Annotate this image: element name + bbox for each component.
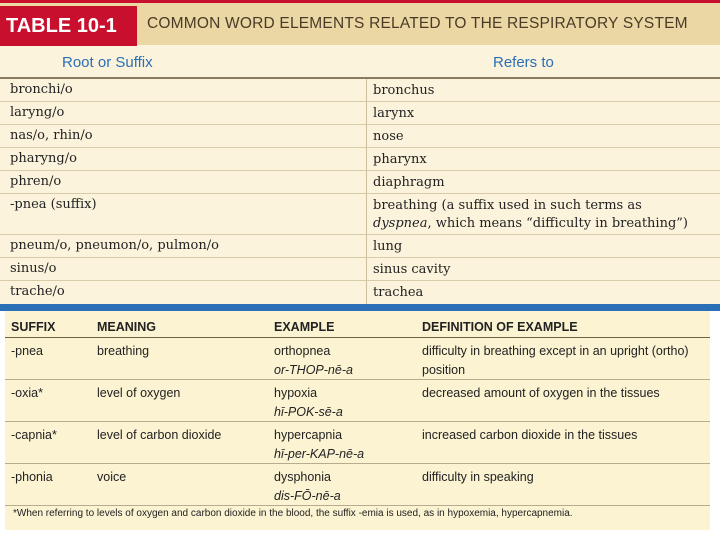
table-row [0,281,720,303]
example-term: hypercapnia [274,428,343,442]
refers-to-cell [373,197,703,233]
column-header-meaning: MEANING [97,320,157,334]
root-cell: phren/o [10,174,62,189]
pronunciation: or-THOP-nē-a [274,363,353,377]
root-cell: pneum/o, pneumon/o, pulmon/o [10,238,219,253]
pronunciation: dis-FŌ-nē-a [274,489,341,503]
table-row [5,464,710,506]
root-cell: bronchi/o [10,82,73,97]
example-cell [274,384,343,422]
refers-to-cell: pharynx [373,152,427,167]
root-cell: trache/o [10,284,65,299]
meaning-cell: breathing [97,344,150,358]
refers-to-cell: nose [373,129,404,144]
refers-to-cell: larynx [373,106,415,121]
refers-to-text: , which means “difficulty in breathing”) [427,216,688,231]
suffix-cell: -capnia* [11,428,57,442]
refers-to-cell: bronchus [373,83,435,98]
pronunciation: hī-per-KAP-nē-a [274,447,365,461]
table-row [5,338,710,380]
suffix-cell: -oxia* [11,386,43,400]
root-cell: pharyng/o [10,151,77,166]
table-row [0,79,720,102]
table-number-badge: TABLE 10-1 [0,6,137,46]
table-row [0,235,720,258]
refers-to-cell: trachea [373,285,424,300]
table-row [0,148,720,171]
refers-to-cell: lung [373,239,403,254]
table-row [5,380,710,422]
table-row [0,194,720,235]
suffix-cell: -phonia [11,470,53,484]
table-row [0,258,720,281]
root-cell: sinus/o [10,261,57,276]
refers-to-cell: sinus cavity [373,262,451,277]
table-bottom-strip [0,304,720,311]
root-cell: nas/o, rhin/o [10,128,93,143]
table-footnote: *When referring to levels of oxygen and carbon dioxide in the blood, the suffix -emia is used, as in hypoxemia, hypercapnemia. [13,508,573,519]
table-row [0,102,720,125]
example-cell [274,342,353,380]
root-cell: -pnea (suffix) [10,197,97,212]
meaning-cell: level of oxygen [97,386,181,400]
meaning-cell: voice [97,470,127,484]
example-term: hypoxia [274,386,318,400]
example-cell [274,468,341,506]
table-row [5,422,710,464]
example-cell [274,426,364,464]
meaning-cell: level of carbon dioxide [97,428,222,442]
column-header-suffix: SUFFIX [11,320,56,334]
table-title: COMMON WORD ELEMENTS RELATED TO THE RESPIRATORY SYSTEM [147,15,688,32]
table-header-bar [0,0,720,45]
suffix-cell: -pnea [11,344,43,358]
definition-cell: increased carbon dioxide in the tissues [422,428,638,442]
example-term: dysphonia [274,470,331,484]
definition-cell: difficulty in speaking [422,470,534,484]
definition-cell: difficulty in breathing except in an upright (ortho) position [422,344,689,377]
column-header-refers-to: Refers to [493,54,554,71]
suffix-table [5,311,710,530]
column-header-definition: DEFINITION OF EXAMPLE [422,320,578,334]
table-row [0,125,720,148]
refers-to-text: breathing (a suffix used in such terms as [373,198,642,213]
root-cell: laryng/o [10,105,65,120]
emphasized-term: dyspnea [373,216,428,231]
example-term: orthopnea [274,344,331,358]
refers-to-cell: diaphragm [373,175,445,190]
column-header-root: Root or Suffix [62,54,153,71]
pronunciation: hī-POK-sē-a [274,405,343,419]
table-row [0,171,720,194]
column-header-example: EXAMPLE [274,320,335,334]
definition-cell: decreased amount of oxygen in the tissues [422,386,660,400]
